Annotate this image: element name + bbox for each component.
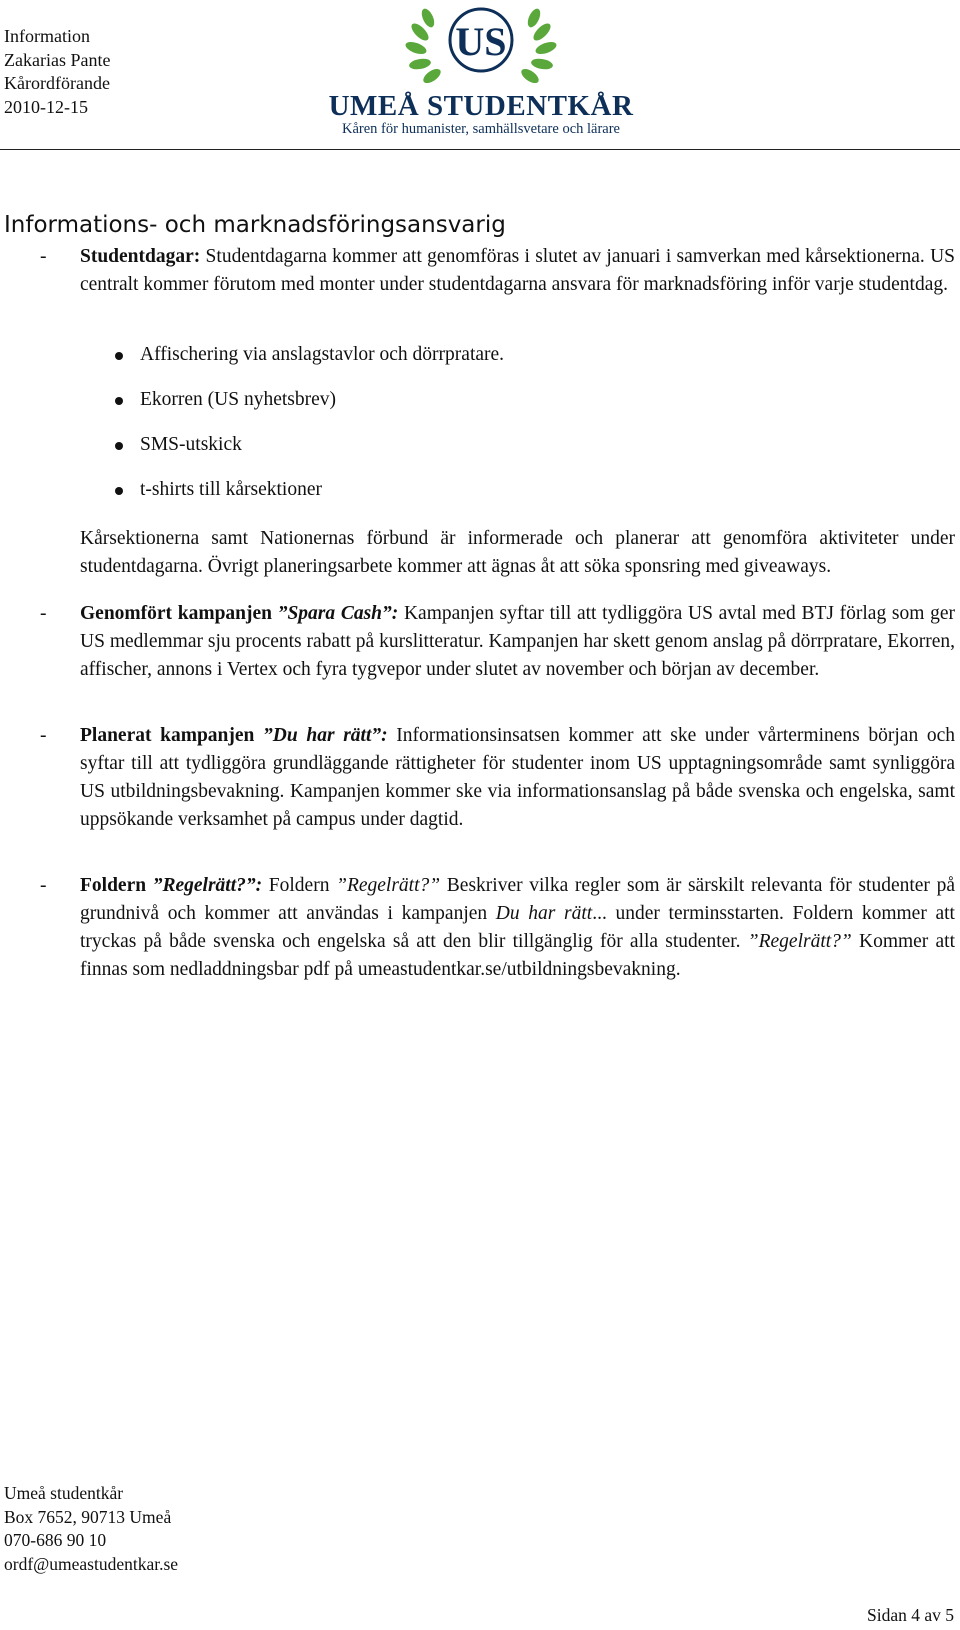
item-label: Planerat kampanjen bbox=[80, 725, 264, 746]
list-item bbox=[140, 479, 504, 524]
list-dash: - bbox=[40, 725, 47, 746]
list-item-text: t-shirts till kårsektioner bbox=[140, 479, 322, 500]
logo-title: UMEÅ STUDENTKÅR bbox=[328, 90, 634, 122]
item-text: Kampanjen syftar till att tydliggöra US avtal med BTJ förlag som ger US medlemmar sju procents rabatt på kurslitteratur. Kampanjen har skett genom anslag på dörrpratare, Ekorren, affischer, annons i Vertex och fyra tygvepor under slutet av november och början av december. bbox=[80, 603, 955, 680]
section-title: Informations- och marknadsföringsansvarig bbox=[4, 212, 506, 238]
studentdagar-paragraph: Kårsektionerna samt Nationernas förbund är informerade och planerar att genomföra aktiviteter under studentdagarna. Övrigt planeringsarbete kommer att ägnas åt att söka sponsring med giveaways. bbox=[80, 528, 955, 577]
item-text: Beskriver vilka regler som är särskilt relevanta för studenter på grundnivå och kommer att användas i kampanjen bbox=[80, 875, 955, 924]
laurel-emblem-icon bbox=[316, 0, 646, 92]
item-text: ... under terminsstarten. Foldern kommer att tryckas på både svenska och engelska så att den blir tillgänglig för alla studenter. bbox=[80, 903, 955, 952]
item-label: Genomfört kampanjen bbox=[80, 603, 278, 624]
footer-phone: 070-686 90 10 bbox=[4, 1530, 107, 1550]
header-role: Kårordförande bbox=[4, 73, 110, 93]
item-label: Foldern bbox=[80, 875, 153, 896]
logo-initials: US bbox=[455, 19, 507, 64]
list-item-text: SMS-utskick bbox=[140, 434, 242, 455]
footer-email: ordf@umeastudentkar.se bbox=[4, 1553, 179, 1574]
item-spara-cash bbox=[40, 600, 955, 684]
footer-org: Umeå studentkår bbox=[4, 1483, 124, 1503]
footer-contact bbox=[4, 1482, 178, 1576]
item-text: Informationsinsatsen kommer att ske under vårterminens början och syftar till att tydliggöra grundläggande rättigheter för studenter inom US upptagningsområde samt synliggöra US utbildningsbevakning. Kampanjen kommer ske via informationsanslag på både svenska och engelska, samt uppsökande verksamhet på campus under dagtid. bbox=[80, 725, 955, 830]
page-number: Sidan 4 av 5 bbox=[866, 1605, 954, 1625]
item-italic: ”Regelrätt?” bbox=[747, 931, 852, 952]
list-item bbox=[140, 344, 504, 389]
bullet-icon bbox=[115, 352, 123, 360]
item-text: Kommer att finnas som nedladdningsbar pdf på umeastudentkar.se/utbildningsbevakning. bbox=[80, 931, 955, 980]
bullet-icon bbox=[115, 487, 123, 495]
item-italic: ”Regelrätt?” bbox=[336, 875, 441, 896]
item-du-har-ratt bbox=[40, 722, 955, 834]
campaign-name: ”Du har rätt”: bbox=[263, 725, 388, 746]
list-item bbox=[140, 389, 504, 434]
campaign-name: ”Regelrätt?”: bbox=[152, 875, 263, 896]
header-divider bbox=[0, 149, 960, 150]
item-label: Studentdagar: bbox=[80, 246, 201, 267]
bullet-list bbox=[140, 344, 504, 524]
list-dash: - bbox=[40, 875, 47, 896]
item-text: Foldern bbox=[262, 875, 337, 896]
bullet-icon bbox=[115, 442, 123, 450]
item-text: Studentdagarna kommer att genomföras i slutet av januari i samverkan med kårsektionerna. US centralt kommer förutom med monter under studentdagarna ansvara för marknadsföring inför varje studentdag. bbox=[80, 246, 955, 295]
logo-subtitle: Kåren för humanister, samhällsvetare och lärare bbox=[341, 121, 620, 137]
list-item-text: Affischering via anslagstavlor och dörrpratare. bbox=[140, 344, 505, 365]
item-italic: Du har rätt bbox=[495, 903, 593, 924]
bullet-icon bbox=[115, 397, 123, 405]
header-info bbox=[4, 25, 110, 119]
list-dash: - bbox=[40, 603, 47, 624]
item-regelratt bbox=[40, 872, 955, 984]
umea-studentkar-logo bbox=[316, 0, 646, 140]
list-item-text: Ekorren (US nyhetsbrev) bbox=[140, 389, 337, 410]
footer-address: Box 7652, 90713 Umeå bbox=[4, 1506, 172, 1527]
list-dash: - bbox=[40, 246, 47, 267]
campaign-name: ”Spara Cash”: bbox=[277, 603, 399, 624]
list-item bbox=[140, 434, 504, 479]
item-studentdagar bbox=[40, 243, 955, 299]
header-author: Zakarias Pante bbox=[4, 49, 111, 70]
header-doc-type: Information bbox=[4, 26, 90, 46]
header-date: 2010-12-15 bbox=[4, 96, 88, 117]
